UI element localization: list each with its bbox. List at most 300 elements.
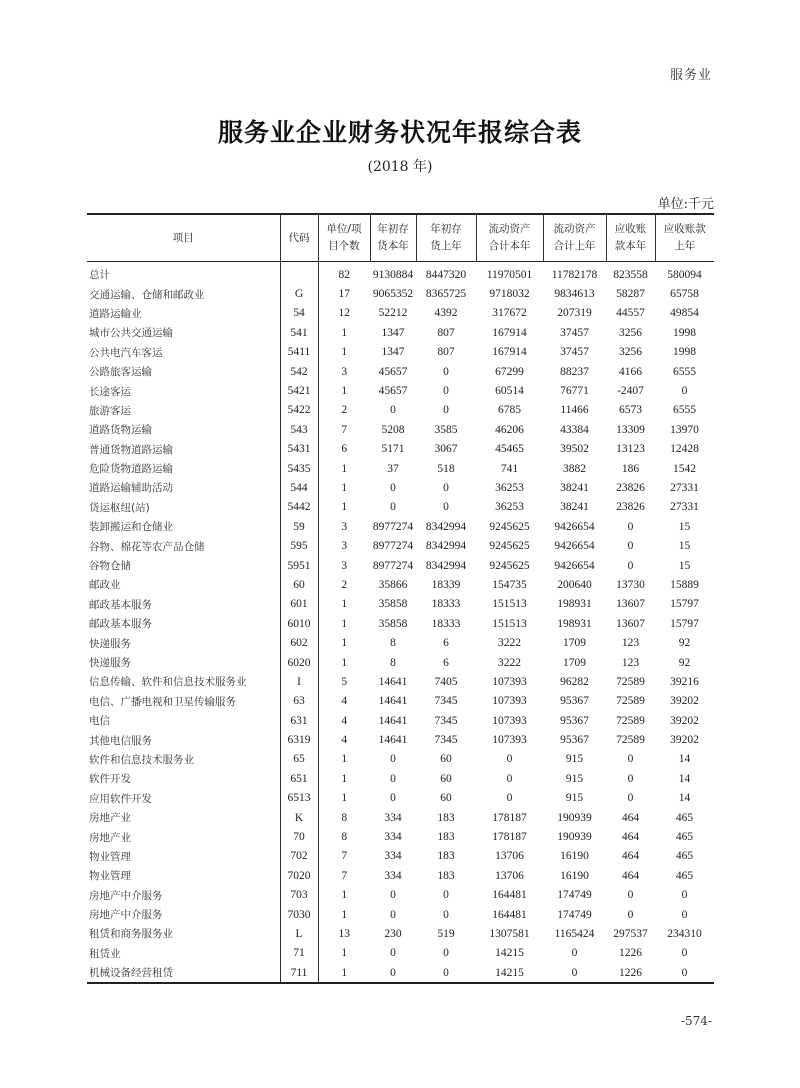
cell-current-assets-this-year: 36253 xyxy=(495,481,524,494)
cell-code: 544 xyxy=(280,478,318,497)
table-row xyxy=(87,924,714,943)
cell-item: 旅游客运 xyxy=(89,404,131,417)
cell-unit-count: 1 xyxy=(318,498,370,517)
page-title: 服务业企业财务状况年报综合表 xyxy=(217,118,582,147)
column-header-line: 应收账款 xyxy=(663,223,706,235)
cell-item: 软件和信息技术服务业 xyxy=(89,753,194,766)
cell-inventory-this-year: 8 xyxy=(390,637,396,650)
cell-code: 5442 xyxy=(280,498,318,517)
cell-inventory-this-year: 52212 xyxy=(378,307,408,320)
cell-item: 交通运输、仓储和邮政业 xyxy=(89,288,205,301)
cell-unit-count: 1 xyxy=(318,963,370,983)
cell-receivables-this-year: 13123 xyxy=(616,443,645,456)
cell-current-assets-this-year: 154735 xyxy=(492,578,527,591)
cell-inventory-last-year: 519 xyxy=(437,927,455,940)
cell-unit-count: 8 xyxy=(318,827,370,846)
cell-code: I xyxy=(280,672,318,691)
table-row xyxy=(87,262,714,285)
cell-item: 邮政业 xyxy=(89,579,121,592)
cell-item: 谷物、棉花等农产品仓储 xyxy=(89,540,205,553)
cell-receivables-last-year: 0 xyxy=(681,908,688,921)
section-label: 服务业 xyxy=(669,68,712,83)
cell-current-assets-last-year: 1165424 xyxy=(554,927,595,940)
cell-inventory-this-year: 35866 xyxy=(378,578,408,591)
cell-receivables-last-year: 65758 xyxy=(670,288,699,301)
cell-receivables-last-year: 39202 xyxy=(670,714,699,727)
cell-code: 5951 xyxy=(280,556,318,575)
cell-receivables-last-year: 13970 xyxy=(670,423,699,436)
table-row xyxy=(87,789,714,808)
cell-current-assets-this-year: 67299 xyxy=(495,365,524,378)
cell-receivables-last-year: 92 xyxy=(678,656,691,669)
financial-table xyxy=(87,213,714,984)
cell-current-assets-last-year: 915 xyxy=(565,792,584,805)
cell-current-assets-last-year: 96282 xyxy=(560,675,589,688)
cell-receivables-this-year: 13607 xyxy=(616,617,645,630)
cell-inventory-this-year: 35858 xyxy=(378,598,408,611)
cell-current-assets-this-year: 164481 xyxy=(492,908,527,921)
cell-current-assets-last-year: 1709 xyxy=(563,637,586,650)
table-row xyxy=(87,944,714,963)
cell-inventory-last-year: 183 xyxy=(437,850,455,863)
cell-current-assets-last-year: 95367 xyxy=(560,714,589,727)
cell-code: 59 xyxy=(280,517,318,536)
table-row xyxy=(87,381,714,400)
cell-item: 物业管理 xyxy=(89,870,131,883)
cell-inventory-last-year: 18339 xyxy=(431,578,461,591)
cell-receivables-this-year: 123 xyxy=(621,637,640,650)
cell-receivables-last-year: 27331 xyxy=(670,501,699,514)
table-row xyxy=(87,653,714,672)
cell-code: 702 xyxy=(280,847,318,866)
table-row xyxy=(87,808,714,827)
cell-inventory-last-year: 7345 xyxy=(434,734,458,747)
cell-current-assets-last-year: 11782178 xyxy=(551,268,598,281)
cell-current-assets-this-year: 60514 xyxy=(495,385,524,398)
cell-code: 5435 xyxy=(280,459,318,478)
cell-inventory-this-year: 9130884 xyxy=(372,268,414,281)
cell-inventory-this-year: 37 xyxy=(387,462,399,475)
cell-receivables-last-year: 27331 xyxy=(670,481,699,494)
cell-receivables-this-year: 23826 xyxy=(616,481,645,494)
cell-code: 65 xyxy=(280,750,318,769)
cell-item: 机械设备经营租赁 xyxy=(87,963,280,983)
cell-receivables-last-year: 15 xyxy=(678,540,691,553)
column-header-line: 目个数 xyxy=(328,240,360,252)
cell-current-assets-last-year: 1709 xyxy=(563,656,586,669)
cell-receivables-this-year: 6573 xyxy=(619,404,642,417)
cell-unit-count: 4 xyxy=(318,692,370,711)
cell-current-assets-this-year: 36253 xyxy=(495,501,524,514)
cell-unit-count: 6 xyxy=(318,440,370,459)
cell-unit-count: 1 xyxy=(318,478,370,497)
cell-inventory-last-year: 8365725 xyxy=(425,288,467,301)
cell-code: 703 xyxy=(280,886,318,905)
cell-item: 电信 xyxy=(89,715,110,728)
table-row xyxy=(87,886,714,905)
cell-current-assets-this-year: 178187 xyxy=(492,831,527,844)
cell-current-assets-last-year: 88237 xyxy=(560,365,589,378)
cell-current-assets-last-year: 0 xyxy=(571,947,578,960)
cell-receivables-last-year: 1542 xyxy=(673,462,696,475)
table-row xyxy=(87,401,714,420)
table-row xyxy=(87,498,714,517)
column-header-code xyxy=(280,214,318,262)
cell-current-assets-last-year: 915 xyxy=(565,753,584,766)
cell-receivables-this-year: 123 xyxy=(621,656,640,669)
cell-current-assets-last-year: 3882 xyxy=(563,462,586,475)
table-row xyxy=(87,692,714,711)
cell-receivables-this-year: 0 xyxy=(627,540,634,553)
cell-current-assets-this-year: 13706 xyxy=(495,850,524,863)
cell-current-assets-this-year: 107393 xyxy=(492,695,527,708)
cell-inventory-this-year: 0 xyxy=(390,947,396,960)
cell-inventory-this-year: 8977274 xyxy=(372,520,414,533)
cell-code: 5422 xyxy=(280,401,318,420)
cell-unit-count: 1 xyxy=(318,323,370,342)
cell-inventory-this-year: 8977274 xyxy=(372,559,414,572)
cell-inventory-this-year: 0 xyxy=(390,908,396,921)
cell-inventory-this-year: 8 xyxy=(390,656,396,669)
cell-receivables-last-year: 1998 xyxy=(673,326,696,339)
cell-current-assets-last-year: 16190 xyxy=(560,869,589,882)
cell-unit-count: 3 xyxy=(318,536,370,555)
cell-code: 6020 xyxy=(280,653,318,672)
table-body xyxy=(87,262,714,984)
table-row xyxy=(87,769,714,788)
cell-receivables-this-year: 0 xyxy=(627,559,634,572)
cell-code: 602 xyxy=(280,633,318,652)
column-header-current-assets-this-year xyxy=(476,214,543,262)
cell-receivables-last-year: 0 xyxy=(681,889,688,902)
cell-item: 普通货物道路运输 xyxy=(89,443,173,456)
cell-receivables-last-year: 49854 xyxy=(670,307,699,320)
cell-receivables-this-year: 44557 xyxy=(616,307,645,320)
cell-item: 道路运输辅助活动 xyxy=(89,482,173,495)
cell-current-assets-this-year: 0 xyxy=(506,772,513,785)
cell-inventory-this-year: 5208 xyxy=(381,423,405,436)
cell-unit-count: 1 xyxy=(318,944,370,963)
cell-current-assets-last-year: 9834613 xyxy=(554,288,595,301)
cell-receivables-this-year: -2407 xyxy=(617,385,644,398)
cell-inventory-last-year: 3585 xyxy=(434,423,458,436)
cell-current-assets-this-year: 9245625 xyxy=(489,540,530,553)
cell-current-assets-this-year: 11970501 xyxy=(486,268,533,281)
cell-receivables-this-year: 3256 xyxy=(619,346,642,359)
cell-receivables-last-year: 465 xyxy=(675,811,694,824)
cell-inventory-this-year: 45657 xyxy=(378,365,408,378)
cell-unit-count: 1 xyxy=(318,381,370,400)
cell-inventory-last-year: 518 xyxy=(437,462,455,475)
cell-receivables-last-year: 14 xyxy=(678,772,691,785)
cell-code: 651 xyxy=(280,769,318,788)
cell-unit-count: 82 xyxy=(318,262,370,285)
column-header-line: 合计本年 xyxy=(488,240,531,252)
cell-code: K xyxy=(280,808,318,827)
table-row xyxy=(87,750,714,769)
cell-unit-count: 1 xyxy=(318,633,370,652)
column-header-current-assets-last-year xyxy=(543,214,606,262)
cell-unit-count: 5 xyxy=(318,672,370,691)
cell-unit-count: 17 xyxy=(318,284,370,303)
cell-item: 总计 xyxy=(89,269,110,282)
cell-current-assets-last-year: 198931 xyxy=(557,617,592,630)
table-header-row xyxy=(87,214,714,262)
cell-current-assets-last-year: 190939 xyxy=(557,831,592,844)
cell-current-assets-last-year: 9426654 xyxy=(554,520,595,533)
cell-code: 595 xyxy=(280,536,318,555)
cell-code: 60 xyxy=(280,575,318,594)
cell-current-assets-last-year: 9426654 xyxy=(554,559,595,572)
cell-receivables-last-year: 6555 xyxy=(673,404,696,417)
cell-receivables-this-year: 0 xyxy=(627,908,634,921)
cell-receivables-this-year: 72589 xyxy=(616,714,645,727)
table-row xyxy=(87,672,714,691)
table-row xyxy=(87,730,714,749)
cell-inventory-this-year: 0 xyxy=(390,753,396,766)
table-row xyxy=(87,343,714,362)
cell-inventory-last-year: 60 xyxy=(440,753,452,766)
cell-receivables-this-year: 464 xyxy=(621,869,640,882)
cell-code: 711 xyxy=(280,963,318,983)
cell-inventory-this-year: 1347 xyxy=(381,326,405,339)
cell-item: 物业管理 xyxy=(89,850,131,863)
cell-current-assets-last-year: 9426654 xyxy=(554,540,595,553)
cell-inventory-last-year: 0 xyxy=(443,481,449,494)
cell-receivables-last-year: 15 xyxy=(678,559,691,572)
column-header-receivables-last-year xyxy=(655,214,714,262)
cell-receivables-this-year: 297537 xyxy=(613,927,648,940)
cell-inventory-this-year: 45657 xyxy=(378,385,408,398)
cell-receivables-this-year: 0 xyxy=(627,772,634,785)
cell-item: 长途客运 xyxy=(89,385,131,398)
cell-unit-count: 2 xyxy=(318,401,370,420)
cell-current-assets-last-year: 915 xyxy=(565,772,584,785)
cell-code: 71 xyxy=(280,944,318,963)
cell-item: 货运枢纽(站) xyxy=(89,501,150,514)
cell-item: 应用软件开发 xyxy=(89,792,152,805)
cell-inventory-this-year: 0 xyxy=(390,404,396,417)
column-header-line: 款本年 xyxy=(614,240,647,252)
cell-receivables-this-year: 23826 xyxy=(616,501,645,514)
cell-receivables-this-year: 1226 xyxy=(606,963,655,983)
cell-item: 快递服务 xyxy=(89,657,131,669)
cell-item: 道路货物运输 xyxy=(89,424,152,437)
cell-code: L xyxy=(280,924,318,943)
cell-unit-count: 1 xyxy=(318,750,370,769)
column-header-line: 货上年 xyxy=(430,240,462,252)
column-header-line: 应收账 xyxy=(614,223,647,235)
cell-receivables-last-year: 580094 xyxy=(667,268,702,281)
table-row xyxy=(87,323,714,342)
cell-current-assets-last-year: 174749 xyxy=(557,908,592,921)
table-row xyxy=(87,420,714,439)
cell-inventory-this-year: 0 xyxy=(370,963,416,983)
cell-item: 租赁和商务服务业 xyxy=(89,928,173,941)
cell-inventory-this-year: 14641 xyxy=(378,734,408,747)
cell-item: 房地产业 xyxy=(89,812,131,825)
cell-item: 信息传输、软件和信息技术服务业 xyxy=(89,676,247,689)
cell-item: 装卸搬运和仓储业 xyxy=(89,521,173,534)
cell-inventory-this-year: 9065352 xyxy=(372,288,414,301)
cell-receivables-this-year: 186 xyxy=(621,462,640,475)
cell-current-assets-last-year: 95367 xyxy=(560,695,589,708)
cell-inventory-this-year: 0 xyxy=(390,889,396,902)
column-header-line: 单位/项 xyxy=(326,223,362,235)
cell-receivables-last-year: 6555 xyxy=(673,365,696,378)
cell-item: 快递服务 xyxy=(89,637,131,650)
cell-receivables-last-year: 92 xyxy=(678,637,691,650)
cell-current-assets-last-year: 11466 xyxy=(560,404,589,417)
cell-current-assets-last-year: 16190 xyxy=(560,850,589,863)
cell-current-assets-this-year: 151513 xyxy=(492,598,527,611)
cell-current-assets-this-year: 317672 xyxy=(492,307,527,320)
cell-unit-count: 4 xyxy=(318,730,370,749)
cell-unit-count: 1 xyxy=(318,905,370,924)
column-header-line: 项目 xyxy=(172,231,194,244)
cell-current-assets-this-year: 167914 xyxy=(492,326,527,339)
page-subtitle: (2018 年) xyxy=(367,159,433,175)
cell-inventory-last-year: 183 xyxy=(437,811,455,824)
cell-inventory-this-year: 334 xyxy=(384,811,402,824)
cell-current-assets-this-year: 167914 xyxy=(492,346,527,359)
column-header-inventory-this-year xyxy=(370,214,416,262)
column-header-line: 年初存 xyxy=(377,223,409,235)
table-row xyxy=(87,847,714,866)
table-row xyxy=(87,711,714,730)
cell-current-assets-this-year: 3222 xyxy=(498,637,521,650)
page-number: -574- xyxy=(680,1014,712,1028)
cell-current-assets-last-year: 200640 xyxy=(557,578,592,591)
cell-inventory-this-year: 14641 xyxy=(378,695,408,708)
cell-code: 6513 xyxy=(280,789,318,808)
cell-unit-count: 1 xyxy=(318,459,370,478)
cell-inventory-last-year: 8342994 xyxy=(425,520,467,533)
cell-item: 租赁业 xyxy=(89,947,121,960)
cell-inventory-last-year: 0 xyxy=(443,947,449,960)
column-header-line: 流动资产 xyxy=(553,223,596,235)
cell-receivables-last-year: 0 xyxy=(681,385,688,398)
cell-code xyxy=(280,262,318,285)
cell-unit-count: 3 xyxy=(318,517,370,536)
cell-receivables-last-year: 234310 xyxy=(667,927,702,940)
table-row xyxy=(87,478,714,497)
cell-current-assets-this-year: 46206 xyxy=(495,423,524,436)
cell-receivables-last-year: 15797 xyxy=(670,617,699,630)
cell-item: 邮政基本服务 xyxy=(89,598,152,611)
cell-receivables-last-year: 465 xyxy=(675,850,694,863)
cell-inventory-this-year: 35858 xyxy=(378,617,408,630)
table-row xyxy=(87,304,714,323)
cell-item: 谷物仓储 xyxy=(89,560,131,573)
cell-current-assets-last-year: 0 xyxy=(543,963,606,983)
cell-receivables-last-year: 12428 xyxy=(670,443,699,456)
table-row xyxy=(87,556,714,575)
column-header-line: 货本年 xyxy=(377,240,409,252)
column-header-line: 合计上年 xyxy=(553,240,596,252)
cell-inventory-this-year: 0 xyxy=(390,501,396,514)
cell-current-assets-this-year: 14215 xyxy=(495,947,524,960)
cell-receivables-this-year: 464 xyxy=(621,850,640,863)
cell-inventory-last-year: 0 xyxy=(443,501,449,514)
table-row xyxy=(87,866,714,885)
column-header-line: 代码 xyxy=(288,231,310,244)
cell-code: 70 xyxy=(280,827,318,846)
cell-item: 其他电信服务 xyxy=(89,734,152,747)
cell-current-assets-last-year: 39502 xyxy=(560,443,589,456)
cell-current-assets-this-year: 151513 xyxy=(492,617,527,630)
cell-current-assets-this-year: 9245625 xyxy=(489,520,530,533)
column-header-unit-count xyxy=(318,214,370,262)
cell-item: 城市公共交通运输 xyxy=(89,327,173,340)
cell-item: 软件开发 xyxy=(89,773,131,786)
cell-item: 公共电汽车客运 xyxy=(89,346,163,359)
cell-unit-count: 4 xyxy=(318,711,370,730)
cell-unit-count: 7 xyxy=(318,847,370,866)
cell-item: 道路运输业 xyxy=(89,307,142,320)
cell-unit-count: 1 xyxy=(318,343,370,362)
cell-inventory-last-year: 0 xyxy=(443,385,449,398)
cell-inventory-last-year: 8342994 xyxy=(425,559,467,572)
cell-receivables-this-year: 3256 xyxy=(619,326,642,339)
table-row xyxy=(87,536,714,555)
cell-receivables-this-year: 72589 xyxy=(616,734,645,747)
cell-receivables-this-year: 823558 xyxy=(613,268,648,281)
cell-current-assets-this-year: 107393 xyxy=(492,734,527,747)
cell-inventory-last-year: 60 xyxy=(440,792,452,805)
cell-unit-count: 12 xyxy=(318,304,370,323)
unit-label: 单位:千元 xyxy=(657,197,714,212)
cell-unit-count: 1 xyxy=(318,789,370,808)
cell-inventory-last-year: 0 xyxy=(443,908,449,921)
table-row xyxy=(87,827,714,846)
cell-receivables-last-year: 39216 xyxy=(670,675,699,688)
cell-inventory-this-year: 334 xyxy=(384,869,402,882)
cell-receivables-last-year: 14 xyxy=(678,753,691,766)
table-row xyxy=(87,633,714,652)
cell-current-assets-this-year: 0 xyxy=(506,753,513,766)
table-row xyxy=(87,905,714,924)
cell-receivables-this-year: 13607 xyxy=(616,598,645,611)
cell-item: 危险货物道路运输 xyxy=(89,463,173,476)
cell-receivables-this-year: 13730 xyxy=(616,578,645,591)
cell-current-assets-this-year: 14215 xyxy=(476,963,543,983)
cell-current-assets-this-year: 741 xyxy=(500,462,519,475)
cell-item: 房地产中介服务 xyxy=(89,909,163,922)
cell-receivables-last-year: 15797 xyxy=(670,598,699,611)
cell-code: 7030 xyxy=(280,905,318,924)
cell-inventory-last-year: 0 xyxy=(443,365,449,378)
cell-current-assets-last-year: 174749 xyxy=(557,889,592,902)
cell-code: 631 xyxy=(280,711,318,730)
cell-inventory-last-year: 807 xyxy=(437,346,455,359)
table-row xyxy=(87,459,714,478)
column-header-item xyxy=(87,214,280,262)
cell-item: 邮政基本服务 xyxy=(89,618,152,631)
cell-inventory-this-year: 334 xyxy=(384,850,402,863)
cell-unit-count: 7 xyxy=(318,866,370,885)
cell-receivables-last-year: 465 xyxy=(675,831,694,844)
cell-inventory-this-year: 14641 xyxy=(378,714,408,727)
cell-unit-count: 1 xyxy=(318,595,370,614)
cell-inventory-this-year: 8977274 xyxy=(372,540,414,553)
cell-receivables-last-year: 465 xyxy=(675,869,694,882)
cell-inventory-this-year: 0 xyxy=(390,481,396,494)
cell-inventory-last-year: 183 xyxy=(437,831,455,844)
cell-unit-count: 3 xyxy=(318,556,370,575)
column-header-line: 上年 xyxy=(674,240,696,252)
cell-current-assets-last-year: 38241 xyxy=(560,501,589,514)
